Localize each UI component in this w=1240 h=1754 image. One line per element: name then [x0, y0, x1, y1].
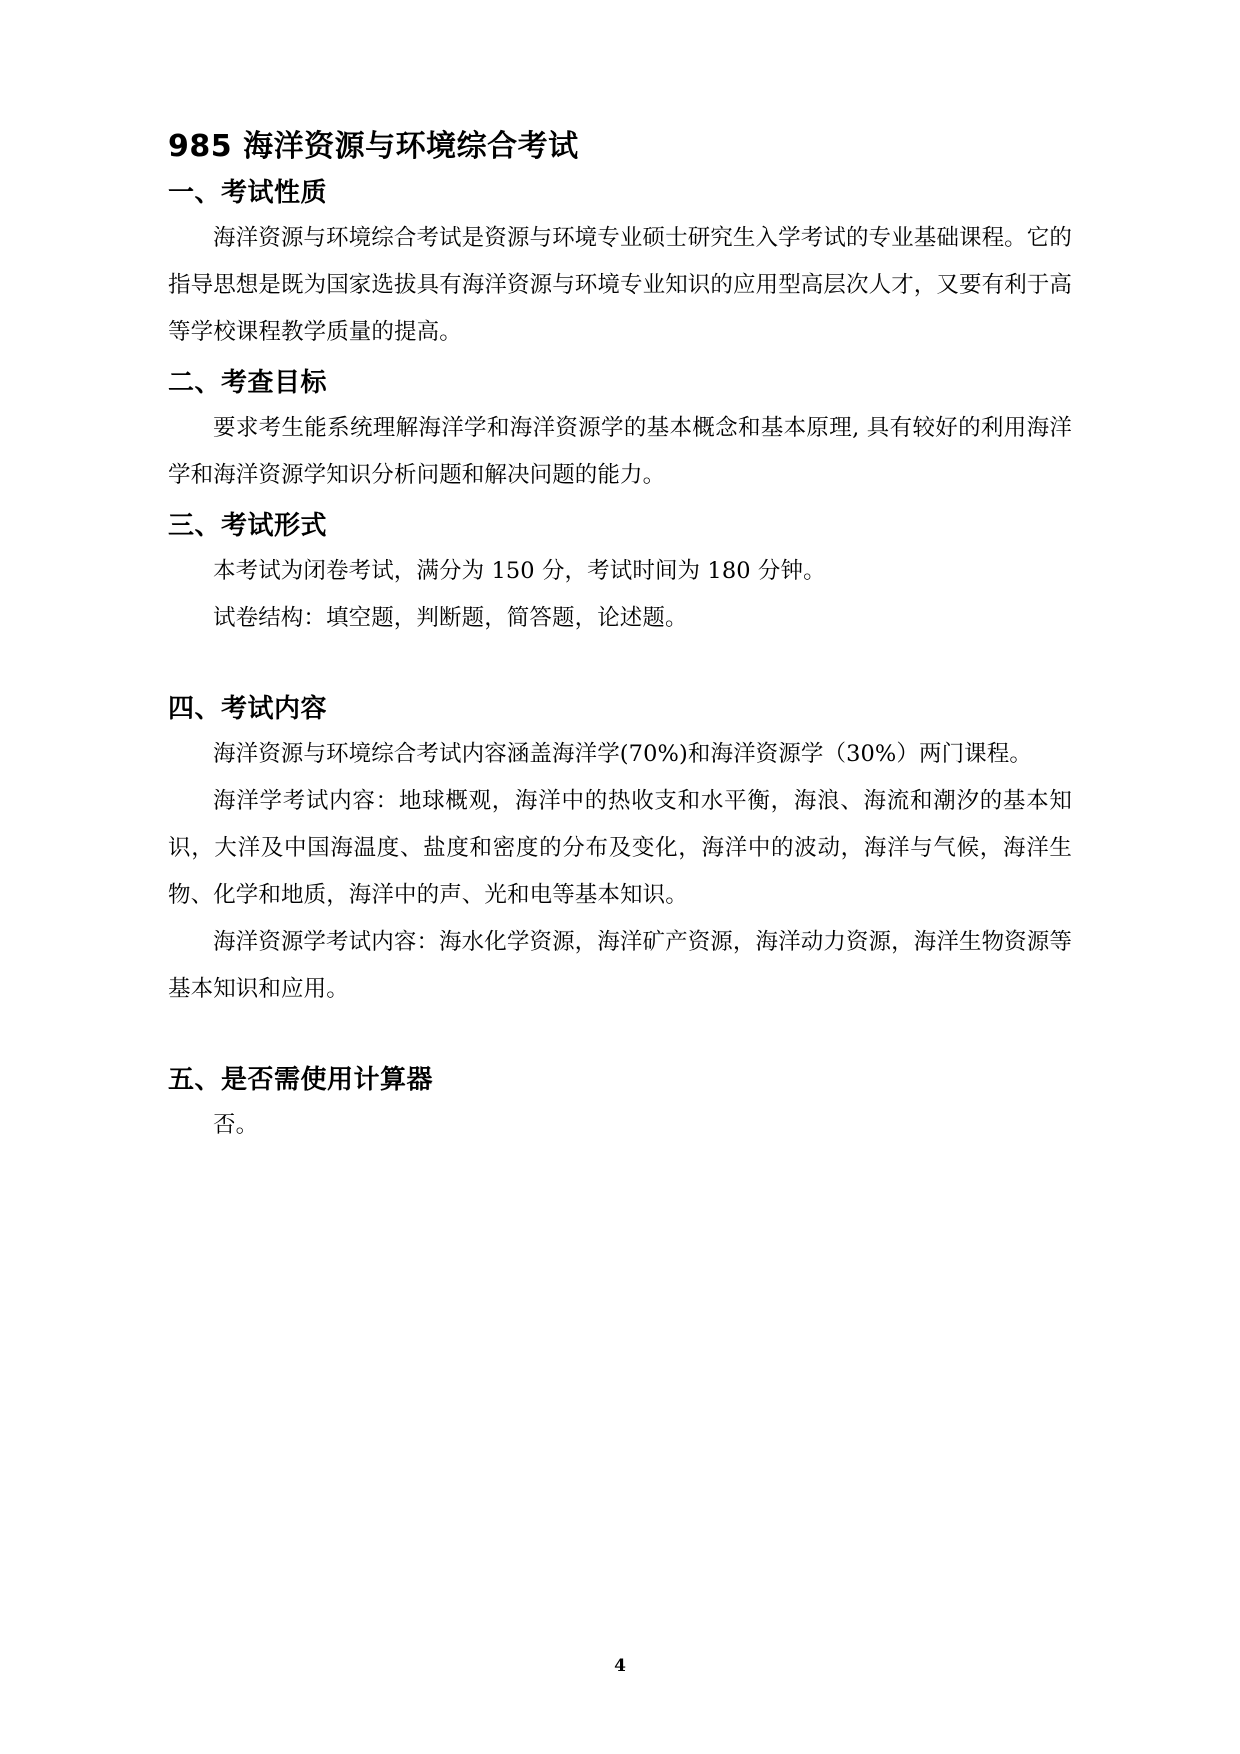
section-calculator-policy [168, 1063, 1072, 1149]
section-exam-content [168, 692, 1072, 1013]
section-exam-nature [168, 176, 1072, 356]
section-5-paragraph-1: 否。 [213, 1111, 259, 1138]
section-heading-3: 三、考试形式 [168, 510, 328, 541]
section-1-paragraph-1: 海洋资源与环境综合考试是资源与环境专业硕士研究生入学考试的专业基础课程。它的指导思想是既为国家选拔具有海洋资源与环境专业知识的应用型高层次人才，又要有利于高等学校课程教学质量的提高。 [168, 224, 1073, 345]
section-4-paragraph-1: 海洋资源与环境综合考试内容涵盖海洋学(70%)和海洋资源学（30%）两门课程。 [213, 740, 1032, 767]
section-heading-2: 二、考查目标 [168, 367, 328, 398]
page-number: 4 [614, 1656, 626, 1676]
section-heading-1: 一、考试性质 [168, 177, 328, 208]
section-assessment-goals [168, 366, 1072, 499]
section-4-paragraph-3: 海洋资源学考试内容：海水化学资源，海洋矿产资源，海洋动力资源，海洋生物资源等基本知识和应用。 [168, 928, 1072, 1002]
section-2-paragraph-1: 要求考生能系统理解海洋学和海洋资源学的基本概念和基本原理, 具有较好的利用海洋学和海洋资源学知识分析问题和解决问题的能力。 [168, 414, 1072, 488]
section-3-paragraph-2: 试卷结构：填空题，判断题，简答题，论述题。 [213, 604, 688, 631]
section-heading-4: 四、考试内容 [168, 693, 328, 724]
section-4-paragraph-2: 海洋学考试内容：地球概观，海洋中的热收支和水平衡，海浪、海流和潮汐的基本知识，大洋及中国海温度、盐度和密度的分布及变化，海洋中的波动，海洋与气候，海洋生物、化学和地质，海洋中的声、光和电等基本知识。 [168, 787, 1072, 908]
section-3-paragraph-1: 本考试为闭卷考试，满分为 150 分，考试时间为 180 分钟。 [213, 557, 826, 584]
section-heading-5: 五、是否需使用计算器 [168, 1064, 434, 1095]
section-exam-format [168, 509, 1072, 642]
page-title: 985 海洋资源与环境综合考试 [168, 129, 579, 164]
